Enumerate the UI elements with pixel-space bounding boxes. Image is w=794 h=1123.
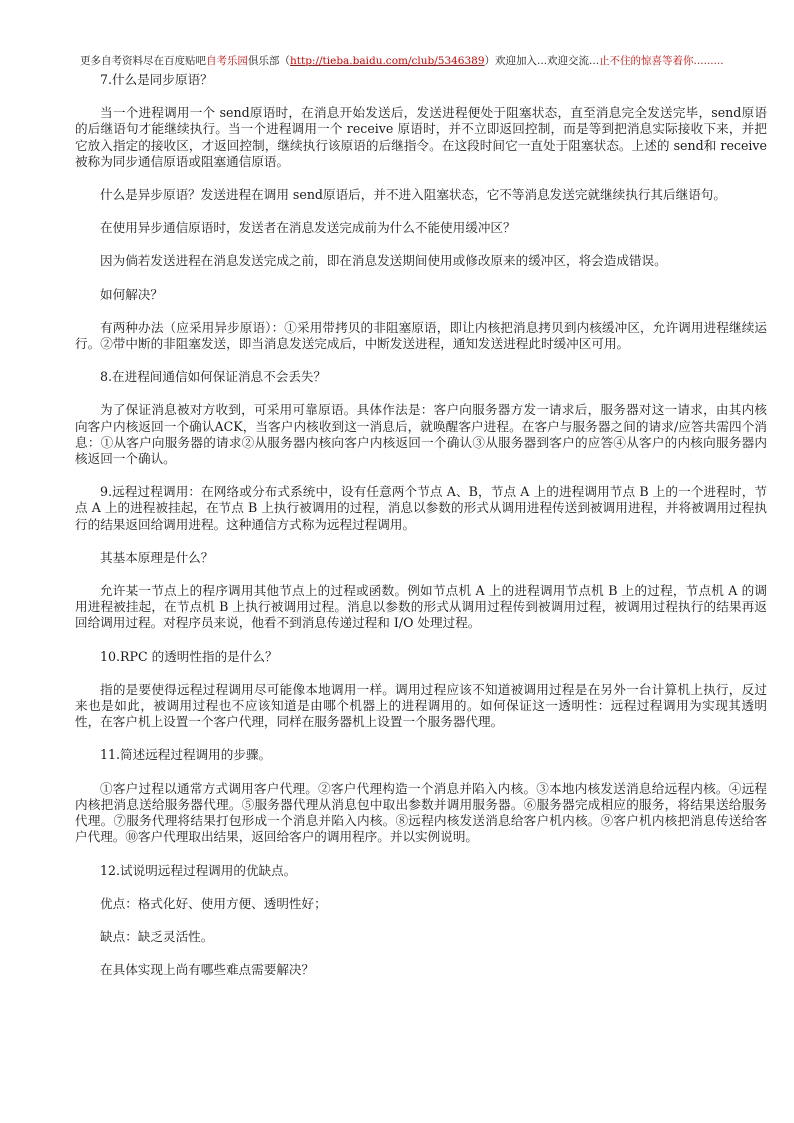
paragraph: 其基本原理是什么？ bbox=[100, 549, 214, 565]
paragraph: ①客户过程以通常方式调用客户代理。②客户代理构造一个消息并陷入内核。③本地内核发送消息给远程内核。④远程内核把消息送给服务器代理。⑤服务器代理从消息包中取出参数并调用服务器。⑥服务器完成相应的服务，将结果送给服务代理。⑦服务代理将结果打包形成一个消息并陷入内核。⑧远程内核发送消息给客户机内核。⑨客户机内核把消息传送给客户代理。⑩客户代理取出结果，返回给客户的调用程序。并以实例说明。 bbox=[75, 780, 767, 845]
header-after-link: ）欢迎加入...欢迎交流... bbox=[484, 55, 600, 67]
paragraph-q9: 9.远程过程调用：在网络或分布式系统中，设有任意两个节点 A、B，节点 A 上的进程调用节点 B 上的一个进程时，节点 A 上的进程被挂起，在节点 B 上执行被调用的过程，消息以参数的形式从调用进程传送到被调用进程，并将被调用过程执行的结果返回给调用进程。这种通信方式称为远程过程调用。 bbox=[75, 484, 767, 532]
document-body bbox=[75, 72, 767, 978]
paragraph: 在使用异步通信原语时，发送者在消息发送完成前为什么不能使用缓冲区？ bbox=[100, 220, 516, 236]
heading-q12: 12.试说明远程过程调用的优缺点。 bbox=[100, 862, 297, 878]
header-club-suffix: 俱乐部（ bbox=[248, 55, 290, 67]
header-club-name: 自考乐园 bbox=[206, 55, 248, 67]
paragraph: 缺点：缺乏灵活性。 bbox=[100, 928, 214, 944]
header-prefix: 更多自考资料尽在百度贴吧 bbox=[80, 55, 206, 67]
heading-q10: 10.RPC 的透明性指的是什么？ bbox=[100, 648, 278, 664]
header-link[interactable]: http://tieba.baidu.com/club/5346389 bbox=[290, 55, 485, 67]
paragraph: 为了保证消息被对方收到，可采用可靠原语。具体作法是：客户向服务器方发一请求后，服务器对这一请求，由其内核向客户内核返回一个确认ACK，当客户内核收到这一消息后，就唤醒客户进程。在客户与服务器之间的请求/应答共需四个消息：①从客户向服务器的请求②从服务器内核向客户内核返回一个确认③从服务器到客户的应答④从客户的内核向服务器内核返回一个确认。 bbox=[75, 402, 767, 467]
heading-q11: 11.简述远程过程调用的步骤。 bbox=[100, 747, 272, 763]
page-header bbox=[80, 54, 780, 68]
paragraph: 指的是要使得远程过程调用尽可能像本地调用一样。调用过程应该不知道被调用过程是在另外一台计算机上执行，反过来也是如此，被调用过程也不应该知道是由哪个机器上的进程调用的。如何保证这一透明性：远程过程调用为实现其透明性，在客户机上设置一个客户代理，同样在服务器机上设置一个服务器代理。 bbox=[75, 681, 767, 730]
heading-q7: 7.什么是同步原语？ bbox=[100, 72, 213, 87]
paragraph: 当一个进程调用一个 send原语时，在消息开始发送后，发送进程便处于阻塞状态，直至消息完全发送完毕，send原语的后继语句才能继续执行。当一个进程调用一个 receive 原语时，并不立即返回控制，而是等到把消息实际接收下来，并把它放入指定的接收区，才返回控制，继续执行该原语的后继指令。在这段时间它一直处于阻塞状态。上述的 send和 receive 被称为同步通信原语或阻塞通信原语。 bbox=[75, 105, 767, 169]
paragraph: 在具体实现上尚有哪些难点需要解决？ bbox=[100, 962, 315, 978]
paragraph: 有两种办法（应采用异步原语）：①采用带拷贝的非阻塞原语，即让内核把消息拷贝到内核缓冲区，允许调用进程继续运行。②带中断的非阻塞发送，即当消息发送完成后，中断发送进程，通知发送进程此时缓冲区可用。 bbox=[75, 319, 767, 352]
paragraph: 什么是异步原语？发送进程在调用 send原语后，并不进入阻塞状态，它不等消息发送完就继续执行其后继语句。 bbox=[100, 187, 726, 203]
paragraph: 优点：格式化好、使用方便、透明性好； bbox=[100, 895, 327, 911]
paragraph: 允许某一节点上的程序调用其他节点上的过程或函数。例如节点机 A 上的进程调用节点机 B 上的过程，节点机 A 的调用进程被挂起，在节点机 B 上执行被调用过程。消息以参数的形式从调用过程传到被调用过程，被调用过程执行的结果再返回给调用过程。对程序员来说，他看不到消息传递过程和 I/O 处理过程。 bbox=[75, 583, 767, 631]
paragraph: 因为倘若发送进程在消息发送完成之前，即在消息发送期间使用或修改原来的缓冲区，将会造成错误。 bbox=[100, 253, 667, 269]
header-tagline: 止不住的惊喜等着你......... bbox=[599, 55, 724, 67]
heading-q8: 8.在进程间通信如何保证消息不会丢失？ bbox=[100, 369, 327, 385]
paragraph: 如何解决？ bbox=[100, 286, 163, 302]
